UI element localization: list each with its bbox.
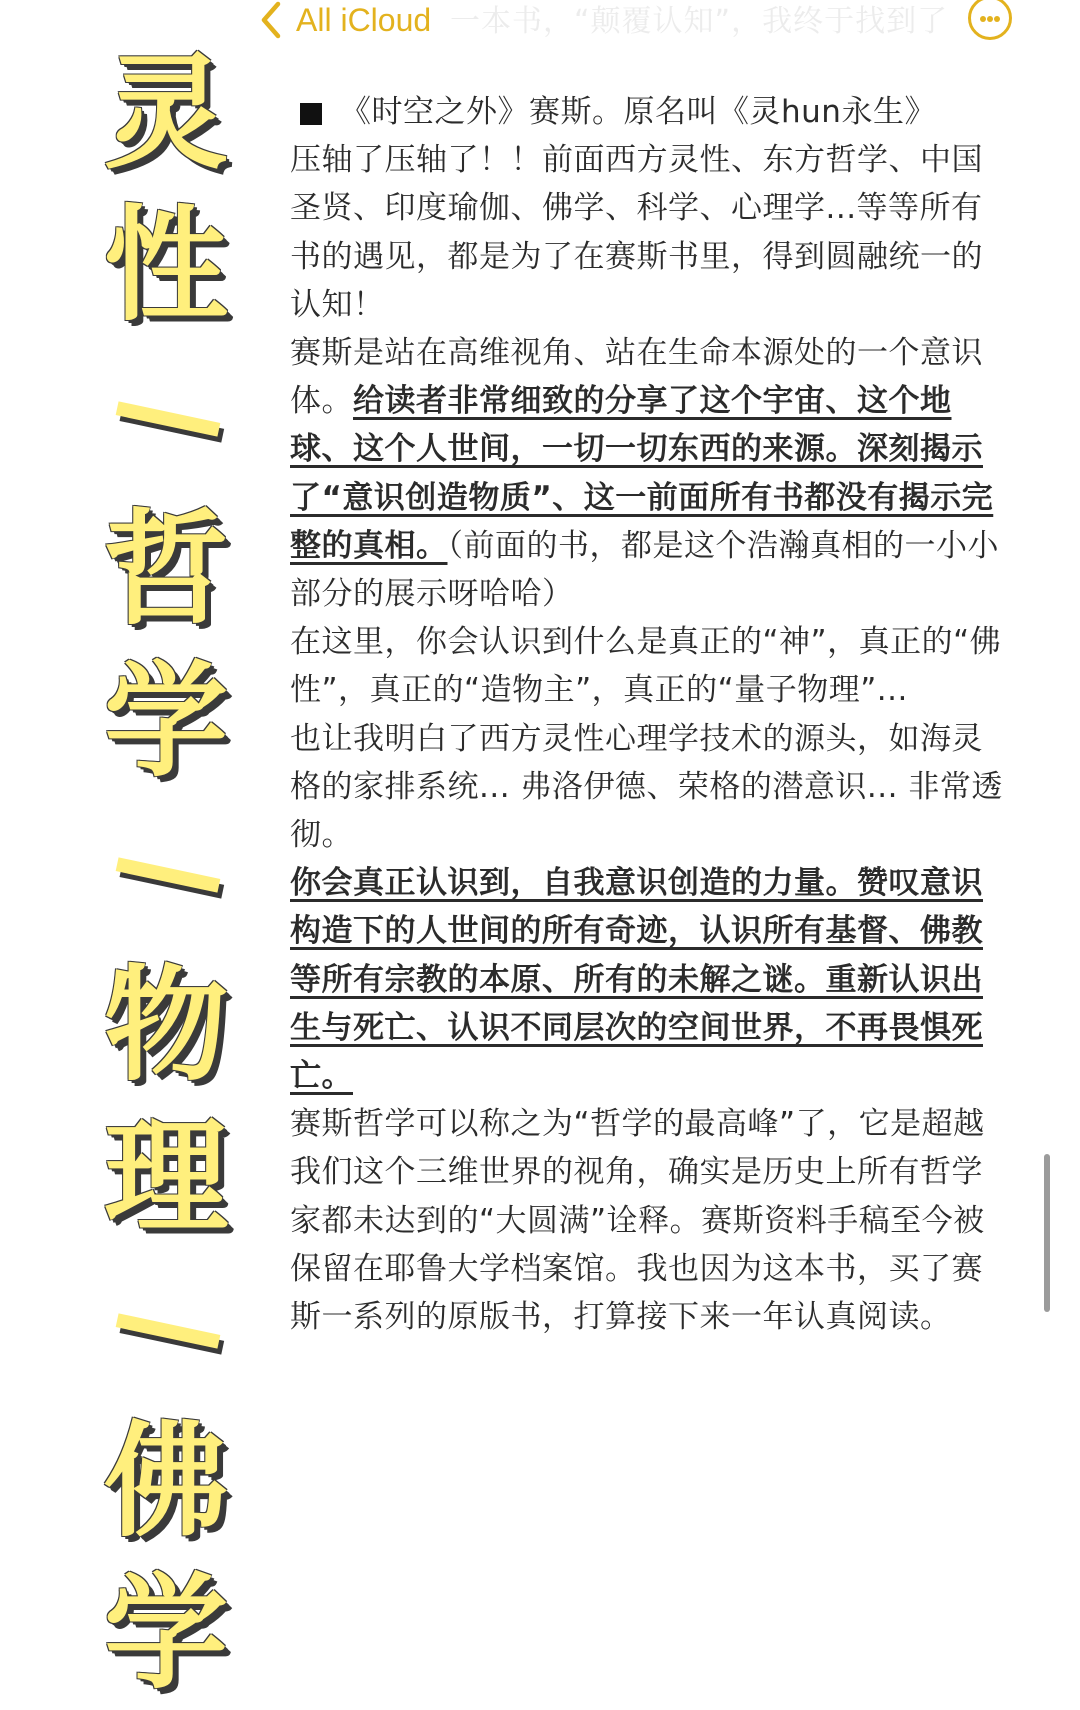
square-bullet-icon <box>300 103 322 125</box>
paragraph-4 <box>290 715 1010 860</box>
title-char: 灵 <box>103 42 228 186</box>
ellipsis-circle-icon <box>980 16 986 22</box>
title-char: 性 <box>103 194 228 338</box>
paragraph-1 <box>290 88 1010 329</box>
title-char: 学 <box>103 650 228 794</box>
paragraph-text: （前面的书，都是这个浩瀚真相的一小小部分的展示呀哈哈） <box>290 527 999 613</box>
back-label: All iCloud <box>296 2 432 38</box>
paragraph-text: 也让我明白了西方灵性心理学技术的源头，如海灵格的家排系统... 弗洛伊德、荣格的潜意识... 非常透彻。 <box>290 720 1003 854</box>
paragraph-6 <box>290 1100 1010 1341</box>
paragraph-2 <box>290 329 1010 618</box>
paragraph-text: 赛斯是站在高维视角、站在生命本源处的一个意识体。 <box>290 335 983 420</box>
vertical-title <box>96 38 236 1710</box>
title-char: 理 <box>103 1106 228 1250</box>
ellipsis-dot <box>994 16 1000 22</box>
underlined-emphasis: 给读者非常细致的分享了这个宇宙、这个地球、这个人世间，一切一切东西的来源。深刻揭示了“意识创造物质”、这一前面所有书都没有揭示完整的真相。 <box>290 383 994 564</box>
underlined-emphasis: 你会真正认识到，自我意识创造的力量。赞叹意识构造下的人世间的所有奇迹，认识所有基督、佛教等所有宗教的本原、所有的未解之谜。重新认识出生与死亡、认识不同层次的空间世界，不再畏惧死亡。 <box>290 865 983 1095</box>
title-char: 学 <box>103 1562 228 1706</box>
title-char: 佛 <box>103 1410 228 1554</box>
note-title-faded: 一本书，“颠覆认知”，我终于找到了 <box>450 4 949 39</box>
paragraph-5 <box>290 859 1010 1100</box>
chevron-left-icon <box>258 0 284 40</box>
paragraph-3 <box>290 618 1010 714</box>
paragraph-text: 赛斯哲学可以称之为“哲学的最高峰”了，它是超越我们这个三维世界的视角，确实是历史上所有哲学家都未达到的“大圆满”诠释。赛斯资料手稿至今被保留在耶鲁大学档案馆。我也因为这本书，买了赛斯一系列的原版书，打算接下来一年认真阅读。 <box>290 1106 985 1336</box>
note-body[interactable] <box>290 88 1010 1341</box>
title-separator <box>96 1254 236 1406</box>
more-options-button[interactable] <box>968 0 1012 40</box>
back-button[interactable] <box>258 0 431 40</box>
book-title-line: 《时空之外》赛斯。原名叫《灵hun永生》 <box>340 94 936 130</box>
title-separator <box>96 342 236 494</box>
paragraph-text: 在这里，你会认识到什么是真正的“神”，真正的“佛性”，真正的“造物主”，真正的“量子物理”... <box>290 624 1002 709</box>
paragraph-text: 压轴了压轴了！！前面西方灵性、东方哲学、中国圣贤、印度瑜伽、佛学、科学、心理学...等等所有书的遇见，都是为了在赛斯书里，得到圆融统一的认知！ <box>290 142 983 323</box>
vertical-scrollbar[interactable] <box>1044 1154 1050 1312</box>
title-char: 物 <box>103 954 228 1098</box>
title-separator <box>96 798 236 950</box>
title-char: 哲 <box>103 498 228 642</box>
ellipsis-dot <box>987 16 993 22</box>
